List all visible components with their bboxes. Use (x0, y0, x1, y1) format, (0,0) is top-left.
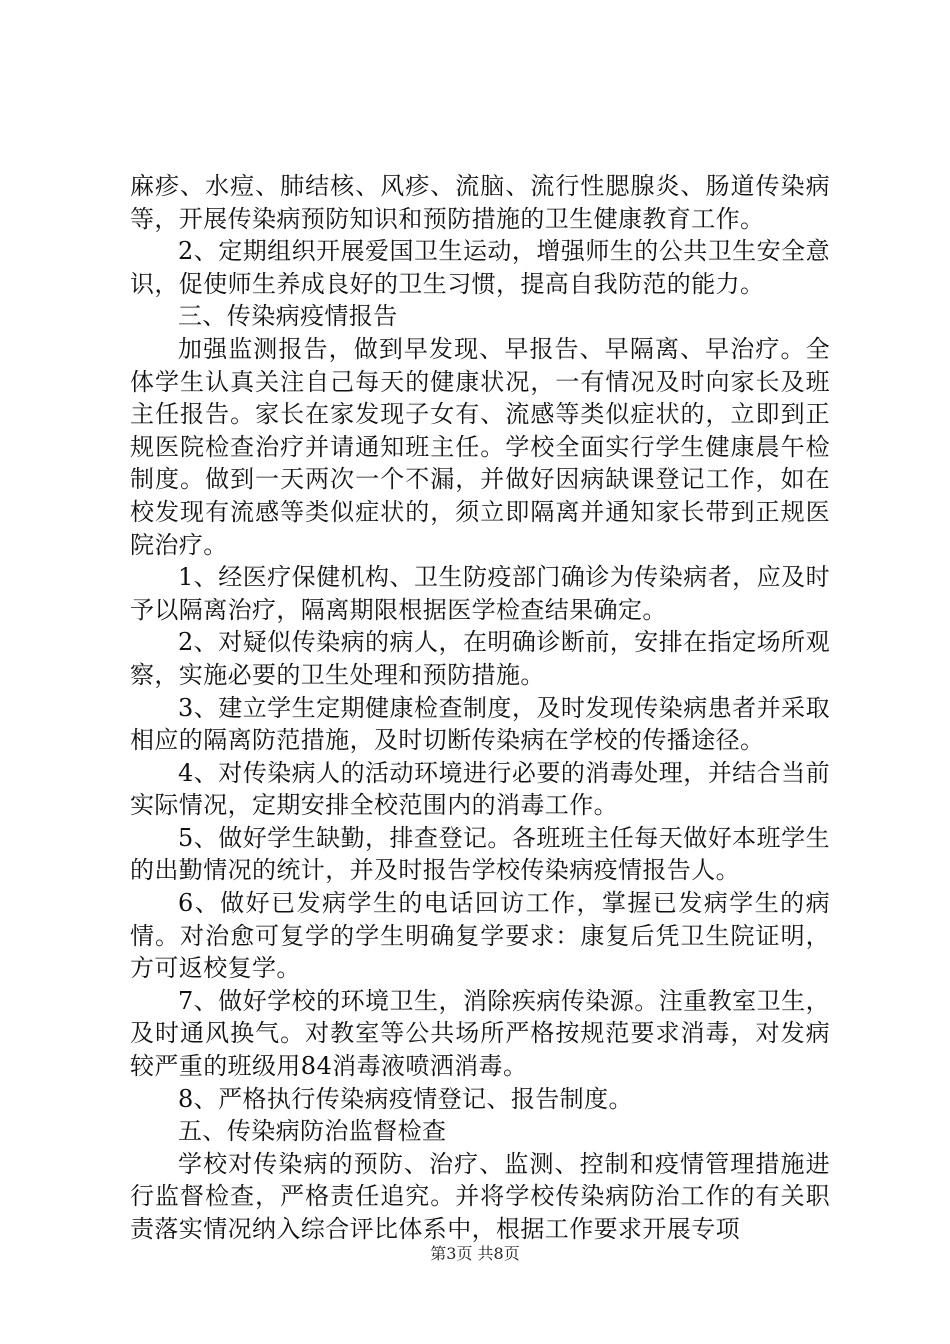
paragraph-12: 8、严格执行传染病疫情登记、报告制度。 (178, 1084, 633, 1113)
paragraph-1: 麻疹、水痘、肺结核、风疹、流脑、流行性腮腺炎、肠道传染病等，开展传染病预防知识和预防措施的卫生健康教育工作。 (130, 172, 830, 233)
paragraph-11: 7、做好学校的环境卫生，消除疾病传染源。注重教室卫生，及时通风换气。对教室等公共场所严格按规范要求消毒，对发病较严重的班级用84消毒液喷洒消毒。 (130, 986, 830, 1081)
paragraph-4: 加强监测报告，做到早发现、早报告、早隔离、早治疗。全体学生认真关注自己每天的健康状况，一有情况及时向家长及班主任报告。家长在家发现子女有、流感等类似症状的，立即到正规医院检查治疗并请通知班主任。学校全面实行学生健康晨午检制度。做到一天两次一个不漏，并做好因病缺课登记工作，如在校发现有流感等类似症状的，须立即隔离并通知家长带到正规医院治疗。 (130, 334, 830, 559)
paragraph-9: 5、做好学生缺勤，排查登记。各班班主任每天做好本班学生的出勤情况的统计，并及时报告学校传染病疫情报告人。 (130, 823, 830, 885)
paragraph-6: 2、对疑似传染病的病人，在明确诊断前，安排在指定场所观察，实施必要的卫生处理和预防措施。 (130, 628, 830, 689)
paragraph-10: 6、做好已发病学生的电话回访工作，掌握已发病学生的病情。对治愈可复学的学生明确复学要求：康复后凭卫生院证明，方可返校复学。 (130, 889, 830, 983)
section-heading-5: 五、传染病防治监督检查 (178, 1117, 447, 1146)
paragraph-2: 2、定期组织开展爱国卫生运动，增强师生的公共卫生安全意识，促使师生养成良好的卫生习惯，提高自我防范的能力。 (130, 237, 830, 298)
paragraph-14: 学校对传染病的预防、治疗、监测、控制和疫情管理措施进行监督检查，严格责任追究。并将学校传染病防治工作的有关职责落实情况纳入综合评比体系中，根据工作要求开展专项 (130, 1149, 830, 1243)
section-heading-3: 三、传染病疫情报告 (178, 302, 398, 331)
paragraph-8: 4、对传染病人的活动环境进行必要的消毒处理，并结合当前实际情况，定期安排全校范围内的消毒工作。 (130, 758, 830, 820)
page-number-footer: 第3页 共8页 (430, 1244, 520, 1263)
document-body (130, 170, 830, 1246)
paragraph-5: 1、经医疗保健机构、卫生防疫部门确诊为传染病者，应及时予以隔离治疗，隔离期限根据医学检查结果确定。 (130, 563, 830, 624)
paragraph-7: 3、建立学生定期健康检查制度，及时发现传染病患者并采取相应的隔离防范措施，及时切断传染病在学校的传播途径。 (130, 693, 830, 755)
